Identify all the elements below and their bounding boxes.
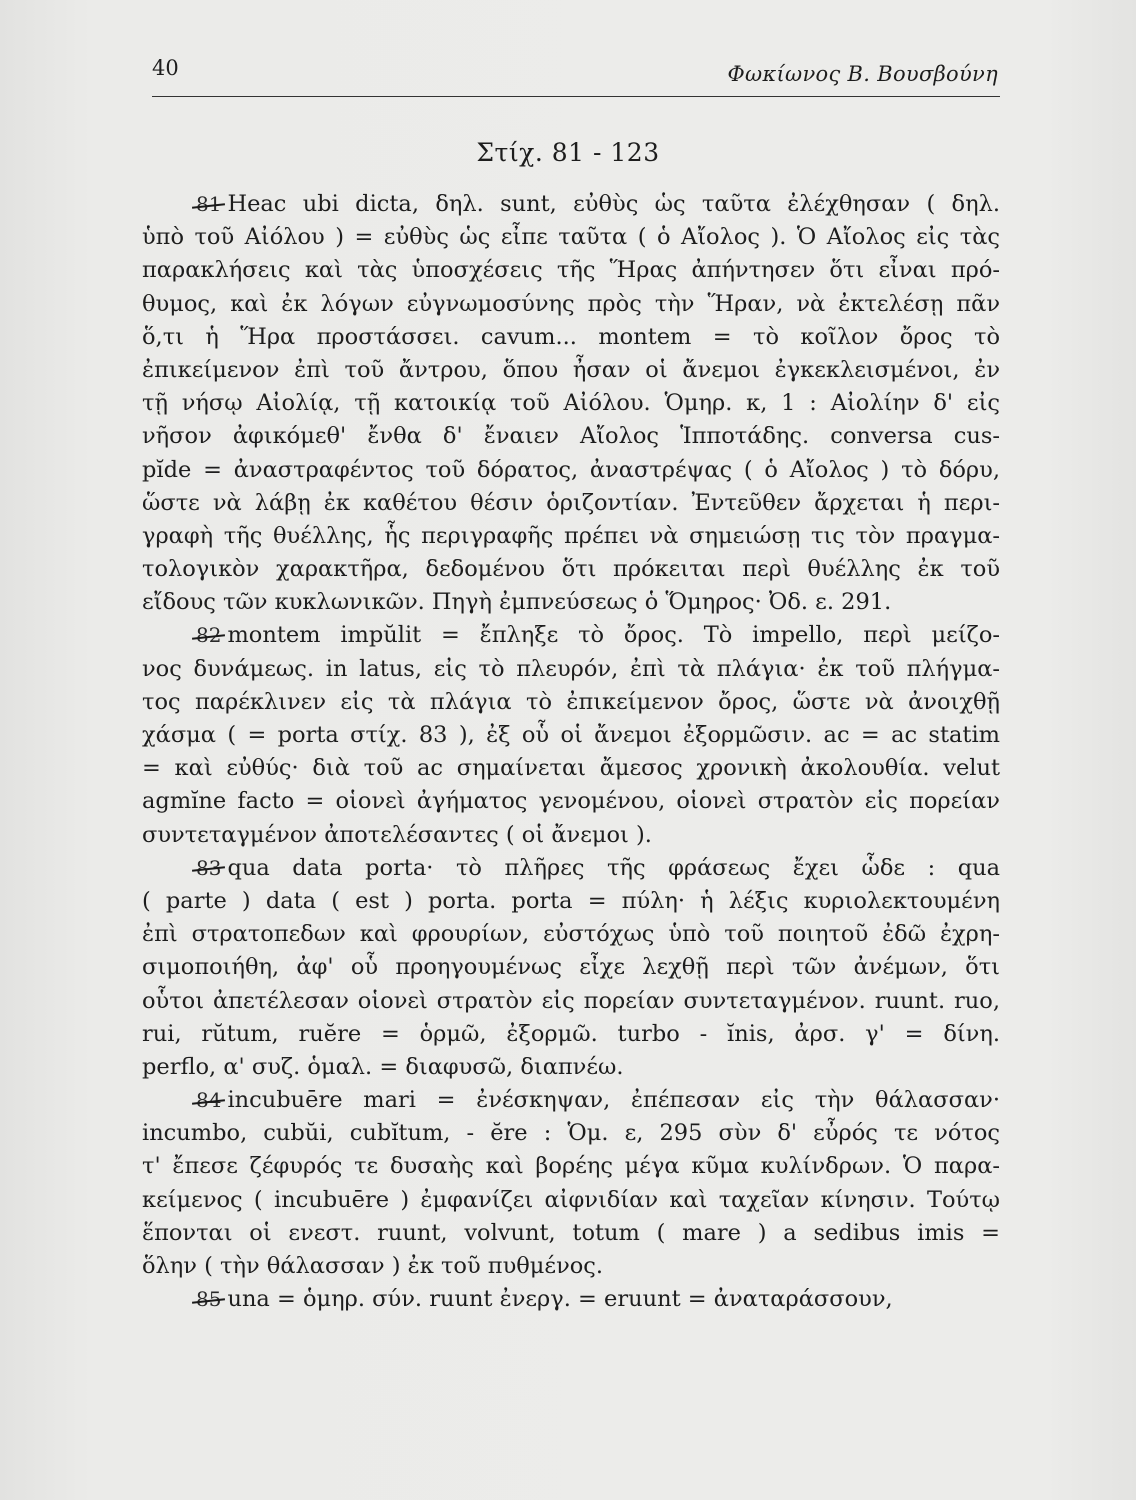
text-line (142, 420, 1000, 453)
line-text: = καὶ εὐθύς· διὰ τοῦ ac σημαίνεται ἄμεσος χρονικὴ ἀκολουθία. velut (142, 755, 1000, 782)
line-text: παρακλήσεις καὶ τὰς ὑποσχέσεις τῆς Ἥρας ἀπήντησεν ὅτι εἶναι πρό- (142, 257, 1000, 284)
line-text: ἐπὶ στρατοπεδων καὶ φρουρίων, εὐστόχως ὑπὸ τοῦ ποιητοῦ ἐδῶ ἐχρη- (142, 921, 1000, 948)
line-text: ὅλην ( τὴν θάλασσαν ) ἐκ τοῦ πυθμένος. (142, 1253, 604, 1279)
text-line (142, 1084, 1000, 1117)
line-text: ( parte ) data ( est ) porta. porta = πύλη· ἡ λέξις κυριολεκτουμένη (142, 887, 1000, 914)
line-text: οὗτοι ἀπετέλεσαν οἱονεὶ στρατὸν εἰς πορείαν συντεταγμένον. ruunt. ruo, (142, 987, 1000, 1014)
page-header (152, 50, 1000, 97)
line-text: γραφὴ τῆς θυέλλης, ἧς περιγραφῆς πρέπει νὰ σημειώσῃ τις τὸν πραγμα- (142, 522, 1000, 549)
line-text: pĭde = ἀναστραφέντος τοῦ δόρατος, ἀναστρέψας ( ὁ Αἴολος ) τὸ δόρυ, (142, 456, 1000, 483)
text-line (142, 852, 1000, 885)
struck-line-number: 83 (196, 852, 221, 885)
line-text: agmĭne facto = οἱονεὶ ἀγήματος γενομένου, οἱονεὶ στρατὸν εἰς πορείαν (142, 788, 1000, 815)
line-text: ὥστε νὰ λάβῃ ἐκ καθέτου θέσιν ὁριζοντίαν. Ἐντεῦθεν ἄρχεται ἡ περι- (142, 489, 1000, 516)
line-text: κείμενος ( incubuēre ) ἐμφανίζει αἰφνιδίαν καὶ ταχεῖαν κίνησιν. Τούτῳ (142, 1186, 1000, 1213)
text-line (142, 686, 1000, 719)
text-line (142, 1018, 1000, 1051)
line-text: τος παρέκλινεν εἰς τὰ πλάγια τὸ ἐπικείμενον ὄρος, ὥστε νὰ ἀνοιχθῇ (142, 688, 1000, 715)
text-line (142, 1217, 1000, 1250)
commentary-paragraph (142, 1084, 1000, 1283)
text-line (142, 288, 1000, 321)
text-line (142, 752, 1000, 785)
text-line (142, 985, 1000, 1018)
line-text: νος δυνάμεως. in latus, εἰς τὸ πλευρόν, ἐπὶ τὰ πλάγια· ἐκ τοῦ πλήγμα- (142, 655, 1000, 682)
struck-line-number: 82 (196, 619, 221, 652)
struck-line-number: 85 (196, 1283, 221, 1316)
line-text: Heac ubi dicta, δηλ. sunt, εὐθὺς ὡς ταῦτα ἐλέχθησαν ( δηλ. (227, 191, 1000, 217)
text-line (142, 520, 1000, 553)
text-line (142, 1117, 1000, 1150)
text-line (142, 619, 1000, 652)
text-line (142, 553, 1000, 586)
line-text: rui, rŭtum, ruĕre = ὁρμῶ, ἐξορμῶ. turbo - ĭnis, ἀρσ. γ' = δίνη. (142, 1020, 1000, 1047)
commentary-paragraph (142, 188, 1000, 619)
running-head: Φωκίωνος Β. Βουσβούνη (727, 62, 998, 86)
page-number: 40 (152, 56, 179, 80)
commentary-paragraph (142, 1283, 1000, 1316)
text-line (142, 819, 1000, 852)
line-text: ἐπικείμενον ἐπὶ τοῦ ἄντρου, ὅπου ἦσαν οἱ ἄνεμοι ἐγκεκλεισμένοι, ἐν (142, 356, 1000, 383)
struck-line-number: 81 (196, 188, 221, 221)
text-line (142, 1283, 1000, 1316)
text-line (142, 321, 1000, 354)
line-text: χάσμα ( = porta στίχ. 83 ), ἐξ οὗ οἱ ἄνεμοι ἐξορμῶσιν. ac = ac statim (142, 722, 1000, 748)
text-line (142, 653, 1000, 686)
commentary-paragraph (142, 852, 1000, 1084)
line-text: θυμος, καὶ ἐκ λόγων εὐγνωμοσύνης πρὸς τὴν Ἥραν, νὰ ἐκτελέσῃ πᾶν (142, 290, 1000, 317)
text-line (142, 719, 1000, 752)
line-text: montem impŭlit = ἔπληξε τὸ ὄρος. Τὸ impello, περὶ μείζο- (227, 622, 1000, 649)
text-line (142, 885, 1000, 918)
text-line (142, 188, 1000, 221)
text-line (142, 487, 1000, 520)
text-line (142, 221, 1000, 254)
line-text: νῆσον ἀφικόμεθ' ἔνθα δ' ἔναιεν Αἴολος Ἱπποτάδης. conversa cus- (142, 423, 1000, 450)
text-line (142, 1184, 1000, 1217)
text-line (142, 387, 1000, 420)
text-line (142, 918, 1000, 951)
line-text: qua data porta· τὸ πλῆρες τῆς φράσεως ἔχει ὧδε : qua (227, 854, 1000, 881)
line-text: incumbo, cubŭi, cubĭtum, - ĕre : Ὁμ. ε, 295 σὺν δ' εὖρός τε νότος (142, 1120, 1000, 1147)
text-line (142, 951, 1000, 984)
line-text: τ' ἔπεσε ζέφυρός τε δυσαὴς καὶ βορέης μέγα κῦμα κυλίνδρων. Ὁ παρα- (142, 1153, 1000, 1180)
text-line (142, 1051, 1000, 1084)
line-text: ὅ,τι ἡ Ἥρα προστάσσει. cavum... montem = τὸ κοῖλον ὄρος τὸ (142, 323, 1000, 350)
text-line (142, 586, 1000, 619)
commentary-paragraph (142, 619, 1000, 851)
struck-line-number: 84 (196, 1084, 221, 1117)
line-text: τολογικὸν χαρακτῆρα, δεδομένου ὅτι πρόκειται περὶ θυέλλης ἐκ τοῦ (142, 556, 1000, 583)
line-text: ἕπονται οἱ ενεστ. ruunt, volvunt, totum ( mare ) a sedibus imis = (142, 1219, 1000, 1246)
line-text: una = ὁμηρ. σύν. ruunt ἐνεργ. = eruunt = ἀναταράσσουν, (227, 1286, 893, 1313)
line-text: τῇ νήσῳ Αἰολίᾳ, τῇ κατοικίᾳ τοῦ Αἰόλου. Ὁμηρ. κ, 1 : Αἰολίην δ' εἰς (142, 390, 1000, 417)
text-line (142, 1150, 1000, 1183)
text-line (142, 1250, 1000, 1283)
line-text: συντεταγμένον ἀποτελέσαντες ( οἱ ἄνεμοι ). (142, 821, 652, 848)
line-text: εἴδους τῶν κυκλωνικῶν. Πηγὴ ἐμπνεύσεως ὁ Ὅμηρος· Ὀδ. ε. 291. (142, 589, 892, 616)
line-text: σιμοποιήθη, ἀφ' οὗ προηγουμένως εἶχε λεχθῇ περὶ τῶν ἀνέμων, ὅτι (142, 954, 1000, 981)
text-line (142, 254, 1000, 287)
line-text: perflo, α' συζ. ὁμαλ. = διαφυσῶ, διαπνέω. (142, 1053, 624, 1080)
line-text: incubuēre mari = ἐνέσκηψαν, ἐπέπεσαν εἰς τὴν θάλασσαν· (227, 1087, 1000, 1114)
text-line (142, 354, 1000, 387)
line-text: ὑπὸ τοῦ Αἰόλου ) = εὐθὺς ὡς εἶπε ταῦτα ( ὁ Αἴολος ). Ὁ Αἴολος εἰς τὰς (142, 224, 1000, 251)
commentary-body (142, 188, 1000, 1316)
section-title: Στίχ. 81 - 123 (476, 138, 660, 167)
text-line (142, 454, 1000, 487)
text-line (142, 785, 1000, 818)
